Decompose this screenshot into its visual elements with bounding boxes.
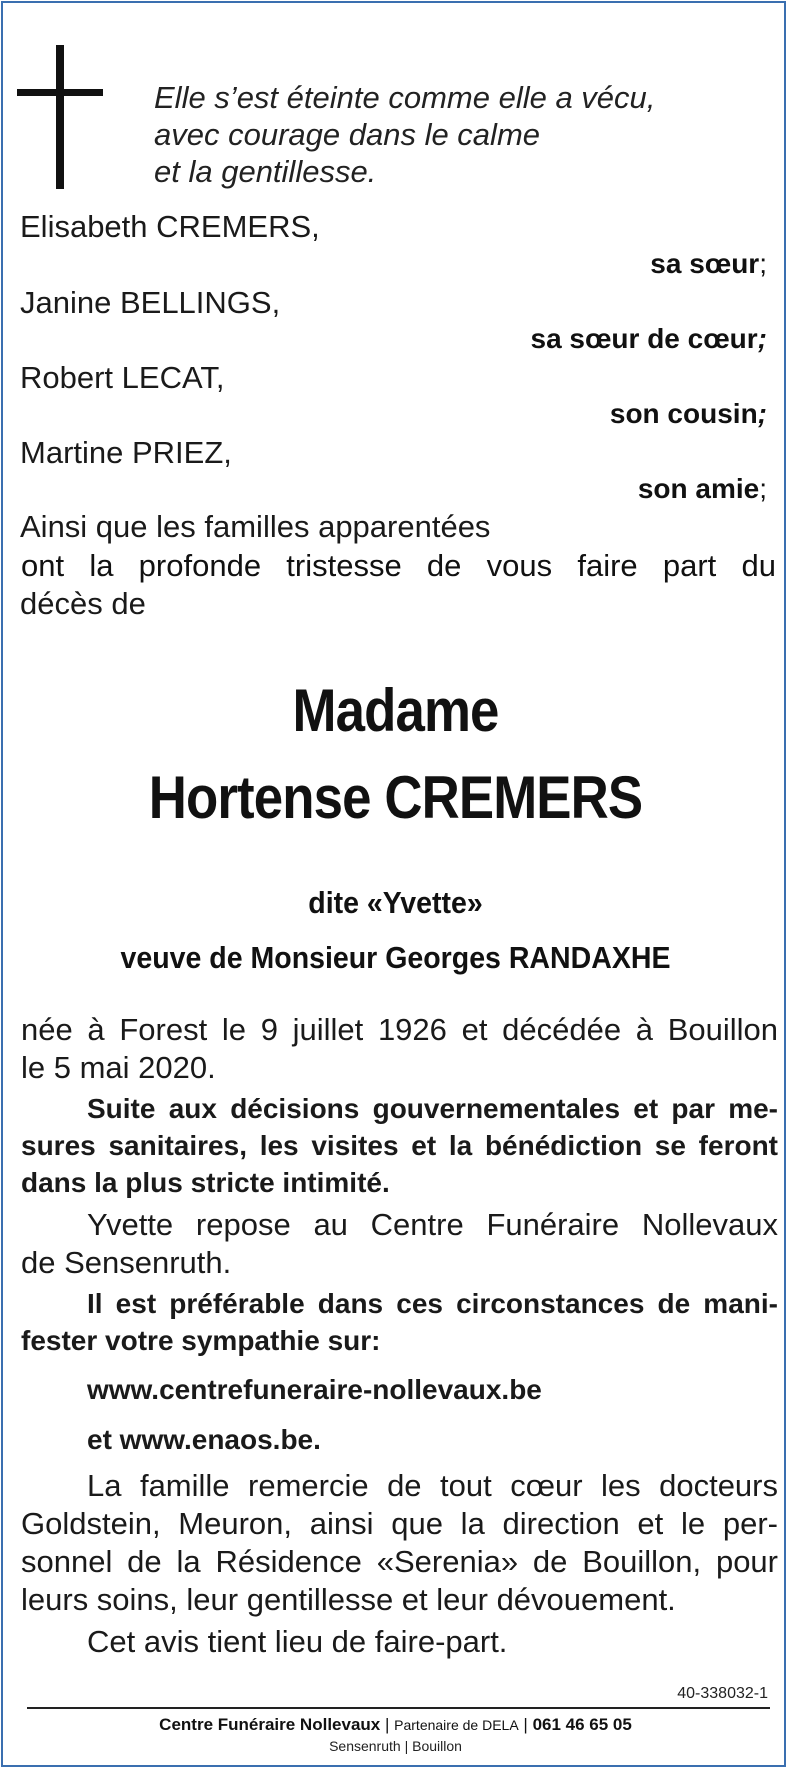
closing-paragraph: [21, 1623, 778, 1661]
paragraph-line: Cet avis tient lieu de faire-part.: [87, 1624, 508, 1659]
paragraph-line: La famille remercie de tout cœur les docteurs: [87, 1468, 778, 1503]
footer-company: Centre Funéraire Nollevaux: [159, 1715, 381, 1734]
announce-line: ont la profonde tristesse de vous faire part du: [21, 548, 776, 583]
paragraph-line: le 5 mai 2020.: [21, 1050, 216, 1085]
mourner-relation: son amie;: [637, 473, 767, 504]
deceased-widow-of: veuve de Monsieur Georges RANDAXHE: [120, 940, 671, 975]
footer-location: Sensenruth | Bouillon: [329, 1738, 462, 1754]
reference-number: 40-338032-1: [677, 1685, 768, 1702]
announce-line: décès de: [20, 586, 146, 621]
website-link[interactable]: et www.enaos.be.: [87, 1424, 321, 1455]
deceased-nickname: dite «Yvette»: [308, 885, 483, 920]
paragraph-line: sonnel de la Résidence «Serenia» de Bouillon, pour: [21, 1544, 778, 1579]
paragraph-line: de Sensenruth.: [21, 1245, 232, 1280]
paragraph-line: Suite aux décisions gouvernementales et par me-: [87, 1093, 778, 1124]
mourner-relation: sa sœur de cœur;: [530, 323, 767, 354]
mourner-name: Robert LECAT,: [20, 360, 225, 395]
birth-death-paragraph: [21, 1011, 778, 1087]
families-line: Ainsi que les familles apparentées: [20, 509, 491, 544]
footer-separator: |: [384, 1715, 390, 1734]
paragraph-line: Goldstein, Meuron, ainsi que la direction et le per-: [21, 1506, 778, 1541]
epigraph: [154, 79, 655, 190]
paragraph-line: fester votre sympathie sur:: [21, 1325, 381, 1356]
repose-paragraph: [21, 1206, 778, 1282]
mourner-name: Janine BELLINGS,: [20, 285, 281, 320]
footer-line: [3, 1715, 788, 1735]
footer-separator: |: [523, 1715, 528, 1734]
website-links: [21, 1421, 778, 1458]
footer-phone: 061 46 65 05: [532, 1715, 632, 1734]
cross-icon: [17, 45, 103, 189]
deceased-title: Madame: [292, 677, 499, 744]
mourner-name: Elisabeth CREMERS,: [20, 209, 320, 244]
footer-partner: Partenaire de DELA: [394, 1717, 519, 1733]
thanks-paragraph: [21, 1467, 778, 1619]
paragraph-line: Il est préférable dans ces circonstances de mani-: [87, 1288, 778, 1319]
epigraph-line: et la gentillesse.: [154, 154, 377, 189]
website-link[interactable]: www.centrefuneraire-nollevaux.be: [87, 1374, 542, 1405]
deceased-name: Hortense CREMERS: [148, 764, 643, 831]
footer-divider: [27, 1707, 770, 1709]
mourner-name: Martine PRIEZ,: [20, 435, 232, 470]
mourner-relation: sa sœur;: [650, 248, 767, 279]
website-links: [21, 1371, 778, 1408]
mourner-relation: son cousin;: [609, 398, 767, 429]
covid-notice: [21, 1090, 778, 1201]
epigraph-line: avec courage dans le calme: [154, 117, 541, 152]
paragraph-line: née à Forest le 9 juillet 1926 et décédée à Bouillon: [21, 1012, 778, 1047]
epigraph-line: Elle s’est éteinte comme elle a vécu,: [154, 80, 656, 115]
paragraph-line: dans la plus stricte intimité.: [21, 1167, 390, 1198]
paragraph-line: sures sanitaires, les visites et la bénédiction se feront: [21, 1130, 778, 1161]
sympathy-paragraph: [21, 1285, 778, 1359]
paragraph-line: leurs soins, leur gentillesse et leur dévouement.: [21, 1582, 676, 1617]
obituary-frame: [1, 1, 786, 1767]
paragraph-line: Yvette repose au Centre Funéraire Nollevaux: [87, 1207, 778, 1242]
